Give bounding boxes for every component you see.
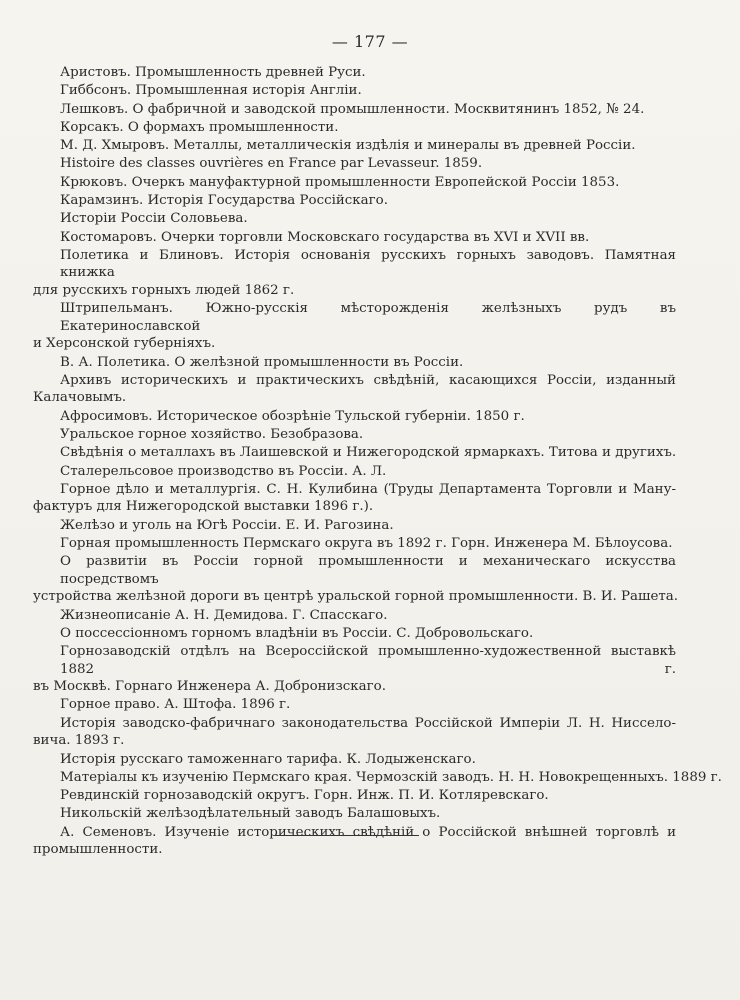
entry-continuation: промышленности. — [33, 842, 163, 858]
bibliography-entry — [33, 715, 676, 750]
entry-text: Корсакъ. О формахъ промышленности. — [60, 119, 339, 135]
entry-text: Ревдинскiй горнозаводскiй округъ. Горн. Инж. П. И. Котляревскаго. — [60, 788, 549, 804]
entry-text: Желѣзо и уголь на Югѣ Россiи. Е. И. Рагозина. — [60, 517, 394, 533]
bibliography-entry — [33, 481, 676, 516]
entry-text: Свѣдѣнiя о металлахъ въ Лаишевской и Нижегородской ярмаркахъ. Титова и другихъ. — [60, 445, 677, 461]
entry-text: Исторiя заводско-фабричнаго законодательства Россiйской Имперiи Л. Н. Нисселo- — [60, 715, 676, 731]
entry-text: Никольскiй желѣзодѣлательный заводъ Балашовыхъ. — [60, 806, 441, 822]
entry-text: Горное право. А. Штофа. 1896 г. — [60, 697, 291, 713]
entry-text: А. Семеновъ. Изученiе историческихъ свѣдѣнiй о Россiйской внѣшней торговлѣ и — [60, 824, 676, 840]
entry-text: Костомаровъ. Очерки торговли Московскаго государства въ XVI и XVII вв. — [60, 229, 590, 245]
entry-continuation: въ Москвѣ. Горнаго Инженера А. Добронизскаго. — [33, 679, 386, 695]
bibliography-entry — [60, 101, 676, 119]
entry-text: Исторiи Россiи Соловьева. — [60, 211, 248, 227]
entry-text: Афросимовъ. Историческое обозрѣнiе Тульской губернiи. 1850 г. — [60, 408, 525, 424]
bibliography-entry — [33, 643, 676, 696]
entry-continuation: фактуръ для Нижегородской выставки 1896 г.). — [33, 499, 374, 515]
entry-continuation: устройства желѣзной дороги въ центрѣ уральской горной промышленности. В. И. Рашета. — [33, 589, 679, 605]
entry-continuation: Калачовымъ. — [33, 390, 127, 406]
bibliography-entry — [33, 247, 676, 300]
entry-text: О развитiи въ Россiи горной промышленности и механическаго искусства посредствомъ — [60, 554, 676, 587]
entry-text: Горнозаводскiй отдѣлъ на Всероссiйской промышленно-художественной выставкѣ 1882 г. — [60, 644, 676, 677]
closing-rule — [275, 835, 419, 836]
bibliography-entry — [60, 787, 676, 805]
bibliography-entry — [60, 535, 676, 553]
entry-text: В. А. Полетика. О желѣзной промышленности въ Россiи. — [60, 354, 464, 370]
bibliography-entry — [60, 354, 676, 372]
bibliography-entry — [33, 300, 676, 353]
entry-continuation: и Херсонской губернiяхъ. — [33, 336, 216, 352]
bibliography-entry — [60, 463, 676, 481]
bibliography-entry — [60, 408, 676, 426]
entry-text: Жизнеописанiе А. Н. Демидова. Г. Спасскаго. — [60, 607, 388, 623]
bibliography-entry — [60, 805, 676, 823]
entry-text: Горное дѣло и металлургiя. С. Н. Кулибина (Труды Департамента Торговли и Ману- — [60, 481, 676, 497]
bibliography-entry — [60, 82, 676, 100]
entry-text: М. Д. Хмыровъ. Металлы, металлическiя издѣлiя и минералы въ древней Россiи. — [60, 138, 636, 154]
bibliography-entry — [60, 137, 676, 155]
bibliography-entry — [60, 119, 676, 137]
bibliography-list — [33, 64, 722, 860]
bibliography-entry — [60, 174, 676, 192]
entry-text: Лешковъ. О фабричной и заводской промышленности. Москвитянинъ 1852, № 24. — [60, 101, 645, 117]
entry-text: Матерiалы къ изученiю Пермскаго края. Чермозскiй заводъ. Н. Н. Новокрещенныхъ. 1889 г. — [60, 769, 722, 785]
bibliography-entry — [60, 625, 676, 643]
entry-text: Исторiя русскаго таможеннаго тарифа. К. Лодыженскаго. — [60, 751, 476, 767]
entry-text: Уральское горное хозяйство. Безобразова. — [60, 426, 364, 442]
bibliography-entry — [33, 824, 676, 859]
entry-text: Горная промышленность Пермскаго округа въ 1892 г. Горн. Инженера М. Бѣлоусова. — [60, 535, 673, 551]
bibliography-entry — [60, 607, 676, 625]
entry-text: Аристовъ. Промышленность древней Руси. — [60, 65, 366, 80]
bibliography-entry — [33, 372, 676, 407]
entry-text: О поссессiонномъ горномъ владѣнiи въ Россiи. С. Добровольскаго. — [60, 625, 534, 641]
entry-text: Штрипельманъ. Южно-русскiя мѣсторожденiя желѣзныхъ рудъ въ Екатеринославской — [60, 301, 676, 334]
entry-text: Histoire des classes ouvrières en France par Levasseur. 1859. — [60, 156, 483, 172]
entry-continuation: вича. 1893 г. — [33, 733, 125, 749]
bibliography-entry — [60, 192, 676, 210]
bibliography-entry — [60, 426, 676, 444]
bibliography-entry — [60, 517, 676, 535]
bibliography-entry — [60, 229, 676, 247]
entry-text: Крюковъ. Очеркъ мануфактурной промышленности Европейской Россiи 1853. — [60, 174, 620, 190]
bibliography-entry — [60, 696, 676, 714]
entry-text: Гиббсонъ. Промышленная исторiя Англiи. — [60, 83, 362, 99]
entry-continuation: для русскихъ горныхъ людей 1862 г. — [33, 282, 295, 298]
bibliography-entry — [60, 155, 676, 173]
bibliography-entry — [60, 751, 676, 769]
bibliography-entry — [60, 64, 676, 82]
bibliography-entry — [33, 553, 679, 606]
page-number: — 177 — — [331, 32, 409, 51]
entry-text: Полетика и Блиновъ. Исторiя основанiя русскихъ горныхъ заводовъ. Памятная книжка — [60, 247, 676, 281]
bibliography-entry — [60, 444, 676, 462]
bibliography-entry — [60, 769, 722, 787]
entry-text: Архивъ историческихъ и практическихъ свѣдѣнiй, касающихся Россiи, изданный — [60, 372, 676, 388]
entry-text: Карамзинъ. Исторiя Государства Россiйскаго. — [60, 193, 388, 209]
entry-text: Сталерельсовое производство въ Россiи. А. Л. — [60, 463, 387, 479]
bibliography-entry — [60, 210, 676, 228]
